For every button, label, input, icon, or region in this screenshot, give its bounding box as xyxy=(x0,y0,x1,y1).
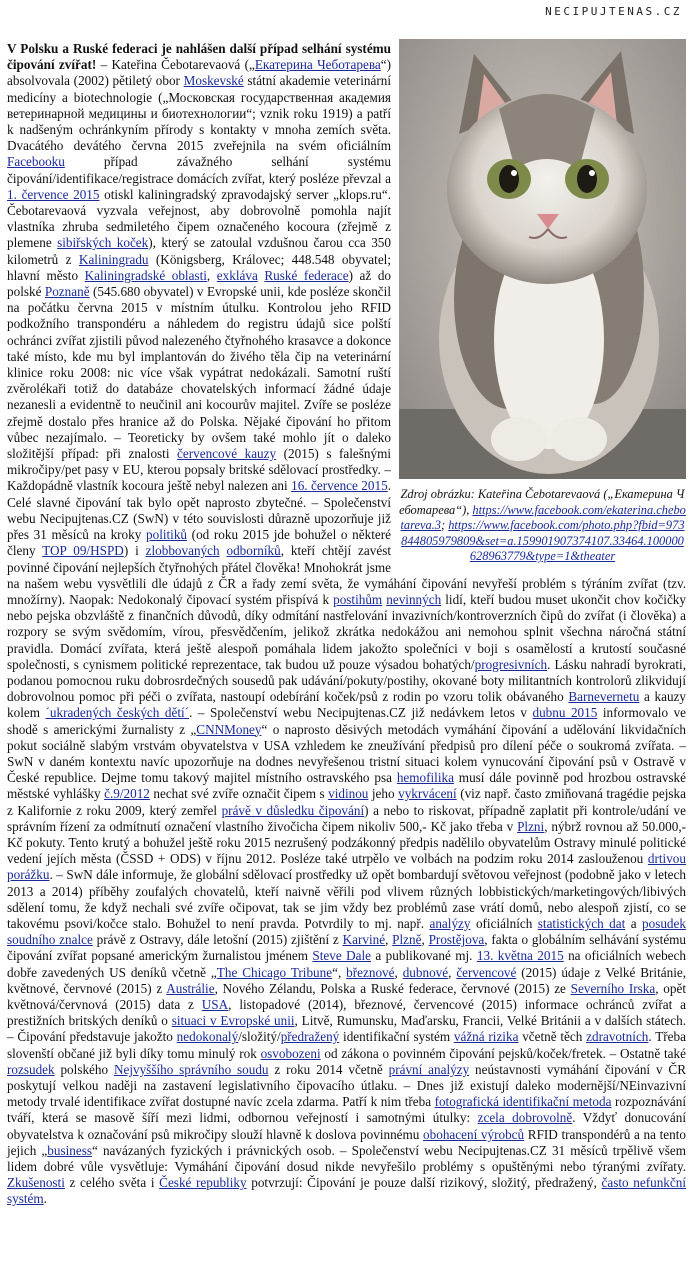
inline-link[interactable]: Kaliningradské oblasti xyxy=(84,267,207,283)
caption-separator: ; xyxy=(440,518,449,532)
inline-link[interactable]: osvobozeni xyxy=(260,1045,321,1061)
inline-link[interactable]: statistických dat xyxy=(537,915,626,931)
inline-link[interactable]: 16. července 2015 xyxy=(291,478,388,494)
inline-link[interactable]: Plzně xyxy=(392,932,422,948)
caption-source: Zdroj obrázku: Kateřina Čebotarevaová („Екатерина Чеботарева“), xyxy=(399,487,685,517)
inline-link[interactable]: Steve Dale xyxy=(312,948,372,964)
inline-link[interactable]: nevinných xyxy=(386,591,442,607)
inline-link[interactable]: Ruské federace xyxy=(264,267,349,283)
inline-link[interactable]: TOP 09/HSPD xyxy=(42,543,124,559)
inline-link[interactable]: České republiky xyxy=(159,1175,247,1191)
inline-link[interactable]: nedokonalý xyxy=(176,1029,239,1045)
inline-link[interactable]: Kaliningradu xyxy=(78,251,149,267)
inline-link[interactable]: právní analýzy xyxy=(388,1061,470,1077)
figure xyxy=(399,39,686,565)
inline-link[interactable]: hemofilika xyxy=(396,770,454,786)
inline-link[interactable]: business xyxy=(47,1142,92,1158)
article-body xyxy=(7,41,686,1208)
inline-link[interactable]: rozsudek xyxy=(7,1061,55,1077)
inline-link[interactable]: CNNMoney xyxy=(196,721,262,737)
inline-link[interactable]: vidinou xyxy=(328,786,369,802)
inline-link[interactable]: Severního Irska xyxy=(570,980,656,996)
inline-link[interactable]: 1. července 2015 xyxy=(7,186,100,202)
inline-link[interactable]: The Chicago Tribune xyxy=(216,964,333,980)
article-paragraph: – Kateřina Čebotarevaová („Екатерина Чеботарева“) absolvovala (2002) pětiletý obor Moskevské státní akademie veterinární medicíny a biotechnologie („Московская государственная академия ветеринарной медицины и биотехнологии“; vznik roku 1919) a patří k nadšeným ochránkyním přírody s kontakty v mnoha zemích světa. Dvacátého devátého června 2015 zveřejnila na svém oficiálním Facebooku případ závažného selhání systému čipování/identifikace/registrace domácích zvířat, který posléze převzal a 1. července 2015 otiskl kaliningradský zpravodajský server „klops.ru“. Čebotarevaová vyzvala veřejnost, aby dobrovolně pomohla najít vlastníka zhruba sedmiletého čipem označeného kocoura (zřejmě z plemene sibiřských koček), který se zatoulal vzdušnou čarou cca 350 kilometrů z Kaliningradu (Königsberg, Královec; 448.548 obyvatel; hlavní město Kaliningradské oblasti, exkláva Ruské federace) až do polské Poznaně (545.680 obyvatel) v Evropské unii, kde posléze skončil na počátku června 2015 v místním útulku. Kontrolou jeho RFID podkožního transpondéru a náhledem do registru údajů sice polští ochránci zvířat zjistili původ nalezeného čtyřnohého krasavce a dokonce také místo, kde mu byl implantován do živého těla čip na veterinární klinice roku 2008: nic více však vypátrat nedokázali. Samotní ruští zvěrolékaři totiž do databáze chovatelských informací žádné údaje nezanesli a evidentně to neučinil ani kocourův majitel. Zvíře se posléze zřejmě dostalo přes hranice až do Polska. Nějaké čipování ho přitom vůbec nezajímalo. – Teoreticky by ovšem také mohlo jít o daleko složitější případ: při znalosti červencové kauzy (2015) s falešnými mikročipy/pet pasy v EU, kterou popsaly britské sdělovací prostředky. – Každopádně vlastník kocoura ještě nebyl nalezen ani 16. července 2015. Celé slavné čipování tak bylo opět naprosto zbytečné. – Společenství webu Necipujtenas.CZ (SwN) v této souvislosti důrazně upozorňuje již přes 31 měsíců na kroky politiků (od roku 2015 jde bohužel o některé členy TOP 09/HSPD) i zlobbovaných odborníků, kteří chtějí zavést povinné čipování nejlepších čtyřnohých přátel člověka! Mnohokrát jsme na našem webu vysvětlili dle údajů z ČR a řady zemí světa, že vymáhání čipování nevyřeší problém s týráním zvířat (tzv. množírny). Naopak: Nedokonalý čipovací systém přispívá k postihům nevinných lidí, kteří budou muset ukončit chov kočičky nebo pejska obzvláště z finančních důvodů, díky odmítání nastřelování invazivních/kontroverzních čipů do zvířat (i člověka) a rozpory se svým svědomím, vírou, přesvědčením, jelikož zkrátka nedokážou ani nemohou splnit všechna náročná státní pravidla. Domácí zvířata, která ještě alespoň pomáhala lidem jakožto společníci v boji s osamělostí a krutostí současné společnosti, s cynismem politické reprezentace, tak budou už pouze výsadou bohatých/progresivních. Lásku nahradí byrokrati, podanou pomocnou ruku dobrosrdečných sousedů pak udávání/pokuty/postihy, okované boty militantních kontrolorů zlikvidují dobrovolnou pomoc při péči o zvířata, nastoupí odebírání koček/psů z rodin po vzoru tolik obávaného Barnevernetu a kauzy kolem ´ukradených českých dětí´. – Společenství webu Necipujtenas.CZ již nedávkem letos v dubnu 2015 informovalo ve shodě s americkými žurnalisty z „CNNMoney“ o naprosto děsivých metodách vymáhání čipování a udělování likvidačních pokut sociálně slabým vrstvám obyvatelstva v USA vzhledem ke zneužívání předpisů pro dílení péče o soukromá zvířata. – SwN v daném kontextu navíc upozorňuje na dodnes nevyřešenou tristní situaci kolem vynucování čipování psů v Ostravě v České republice. Dejme tomu takový majitel místního ostravského psa hemofilika musí dále povinně pod hrozbou ostravské městské vyhlášky č.9/2012 nechat své zvíře označit čipem s vidinou jeho vykrvácení (viz např. často zmiňovaná tragédie pejska z Kalifornie z roku 2009, který zemřel právě v důsledku čipování) a nebo to riskovat, případně zaplatit při kontrole/udání ve správním řízení za odmítnutí označení vlastního živočicha čipem nikoliv 500,- Kč jako třeba v Plzni, nýbrž rovnou až 50.000,- Kč pokuty. Tento krutý a bohužel ještě roku 2015 nezrušený podzákonný předpis nadělilo obyvatelům Ostravy minulé politické vedení jejích města (ČSSD + ODS) v říjnu 2012. Posléze také utrpělo ve volbách na podzim roku 2014 zaslouženou drtivou porážku. – SwN dále informuje, že globální sdělovací prostředky už opět bombardují světovou veřejnost (podobně jako v letech 2013 a 2014) příběhy zoufalých chovatelů, kteří naivně věřili pod vlivem různých lobbistických/marketingových/libivých sdělení tomu, že když nechali své zvíře očipovat, tak se jim vždy bez problémů zase vrátí domů, nebo alespoň zjistí, co se takovému psovi/kočce stalo. Bohužel to není pravda. Potvrdily to mj. např. analýzy oficiálních statistických dat a posudek soudního znalce právě z Ostravy, dále letošní (2015) zjištění z Karviné, Plzně, Prostějova, fakta o globálním selhávání systému čipování zvířat popsané americkým žurnalistou jménem Steve Dale a publikované mj. 13. května 2015 na oficiálních webech dobře zavedených US deníků včetně „The Chicago Tribune“, březnové, dubnové, červencové (2015) údaje z Velké Británie, květnové, červnové (2015) z Austrálie, Nového Zélandu, Polska a Ruské federace, červnové (2015) ze Severního Irska, opět květnová/červnová (2015) data z USA, listopadové (2014), březnové, červencové (2015) informace ochránců zvířat a prestižních britských deníků o situaci v Evropské unii, Litvě, Rumunsku, Maďarsku, Francii, Velké Británii a v dalších státech. – Čipování představuje jakožto nedokonalý/složitý/předražený identifikační systém vážná rizika včetně těch zdravotních. Třeba slovenští občané již byli díky tomu minulý rok osvobozeni od zákona o povinném čipování pejsků/koček/fretek. – Ostatně také rozsudek polského Nejvyššího správního soudu z roku 2014 včetně právní analýzy neústavnosti vymáhání čipování v ČR poskytují velkou naději na zastavení legislativního čipovacího útlaku. – Dnes již existují daleko modernější/NEinvazivní metody trvalé identifikace zvířat dostupné navíc zcela zdarma. Patří k nim třeba fotografická identifikační metoda rozpoznávání tváří, která se masově šíří mezi lidmi, odbornou veřejností i samotnými útulky: zcela dobrovolně. Vždyť donucování obyvatelstva k označování psů mikročipy slouží hlavně k doslova povinnému obohacení výrobců RFID transpondérů a na tento jejich „business“ navázaných fyzických i právnických osob. – Společenství webu Necipujtenas.CZ 31 měsíců trpělivě všem lidem dobré vůle vysvětluje: Vymáhání čipování dosud nikde nevyřešilo problémy s opuštěnými nebo týranými zvířaty. Zkušenosti z celého světa i České republiky potvrzují: Čipování je pouze další rizikový, složitý, předražený, často nefunkční systém. xyxy=(7,57,687,1207)
inline-link[interactable]: předražený xyxy=(280,1029,340,1045)
inline-link[interactable]: zcela dobrovolně xyxy=(477,1110,573,1126)
photo-caption xyxy=(399,487,686,565)
inline-link[interactable]: často nefunkční systém xyxy=(7,1175,686,1207)
inline-link[interactable]: USA xyxy=(201,996,229,1012)
inline-link[interactable]: Moskevské xyxy=(183,73,244,89)
inline-link[interactable]: zlobbovaných xyxy=(145,543,220,559)
inline-link[interactable]: sibiřských koček xyxy=(57,235,149,251)
inline-link[interactable]: exkláva xyxy=(216,267,258,283)
inline-link[interactable]: zdravotních xyxy=(586,1029,649,1045)
inline-link[interactable]: právě v důsledku čipování xyxy=(221,802,365,818)
inline-link[interactable]: Facebooku xyxy=(7,154,65,170)
inline-link[interactable]: Karviné xyxy=(342,932,386,948)
inline-link[interactable]: červencové kauzy xyxy=(177,446,277,462)
inline-link[interactable]: březnové xyxy=(346,964,395,980)
inline-link[interactable]: ´ukradených českých dětí´ xyxy=(45,705,190,721)
cat-photo xyxy=(399,39,686,479)
inline-link[interactable]: postihům xyxy=(333,591,383,607)
inline-link[interactable]: drtivou porážku xyxy=(7,851,686,883)
site-logo: NECIPUJTENAS.CZ xyxy=(545,5,682,18)
inline-link[interactable]: politiků xyxy=(146,527,188,543)
article-lead: V Polsku a Ruské federaci je nahlášen další případ selhání systému čipování zvířat! xyxy=(7,41,391,73)
caption-link-photo[interactable]: https://www.facebook.com/photo.php?fbid=973844805979809&set=a.159901907374107.33464.100000628963779&type=1&theater xyxy=(401,518,685,563)
inline-link[interactable]: Prostějova xyxy=(428,932,485,948)
inline-link[interactable]: Zkušenosti xyxy=(7,1175,65,1191)
inline-link[interactable]: 13. května 2015 xyxy=(476,948,564,964)
inline-link[interactable]: dubnu 2015 xyxy=(532,705,598,721)
caption-link-profile[interactable]: https://www.facebook.com/ekaterina.chebotareva.3 xyxy=(400,502,686,532)
inline-link[interactable]: obohacení výrobců xyxy=(423,1126,525,1142)
inline-link[interactable]: Austrálie xyxy=(166,980,215,996)
inline-link[interactable]: Nejvyššího správního soudu xyxy=(113,1061,269,1077)
inline-link[interactable]: červencové xyxy=(456,964,517,980)
inline-link[interactable]: odborníků xyxy=(226,543,281,559)
inline-link[interactable]: Plzni xyxy=(517,818,545,834)
inline-link[interactable]: posudek soudního znalce xyxy=(7,915,686,948)
inline-link[interactable]: fotografická identifikační metoda xyxy=(434,1094,612,1110)
inline-link[interactable]: situaci v Evropské unii xyxy=(171,1013,295,1029)
inline-link[interactable]: progresivních xyxy=(474,656,548,672)
inline-link[interactable]: Poznaně xyxy=(44,284,90,300)
inline-link[interactable]: vážná rizika xyxy=(453,1029,519,1045)
inline-link[interactable]: vykrvácení xyxy=(398,786,457,802)
inline-link[interactable]: Barnevernetu xyxy=(568,689,640,705)
inline-link[interactable]: dubnové xyxy=(402,964,449,980)
inline-link[interactable]: analýzy xyxy=(429,915,471,931)
inline-link[interactable]: Екатерина Чеботарева xyxy=(254,57,381,73)
inline-link[interactable]: č.9/2012 xyxy=(104,786,150,802)
